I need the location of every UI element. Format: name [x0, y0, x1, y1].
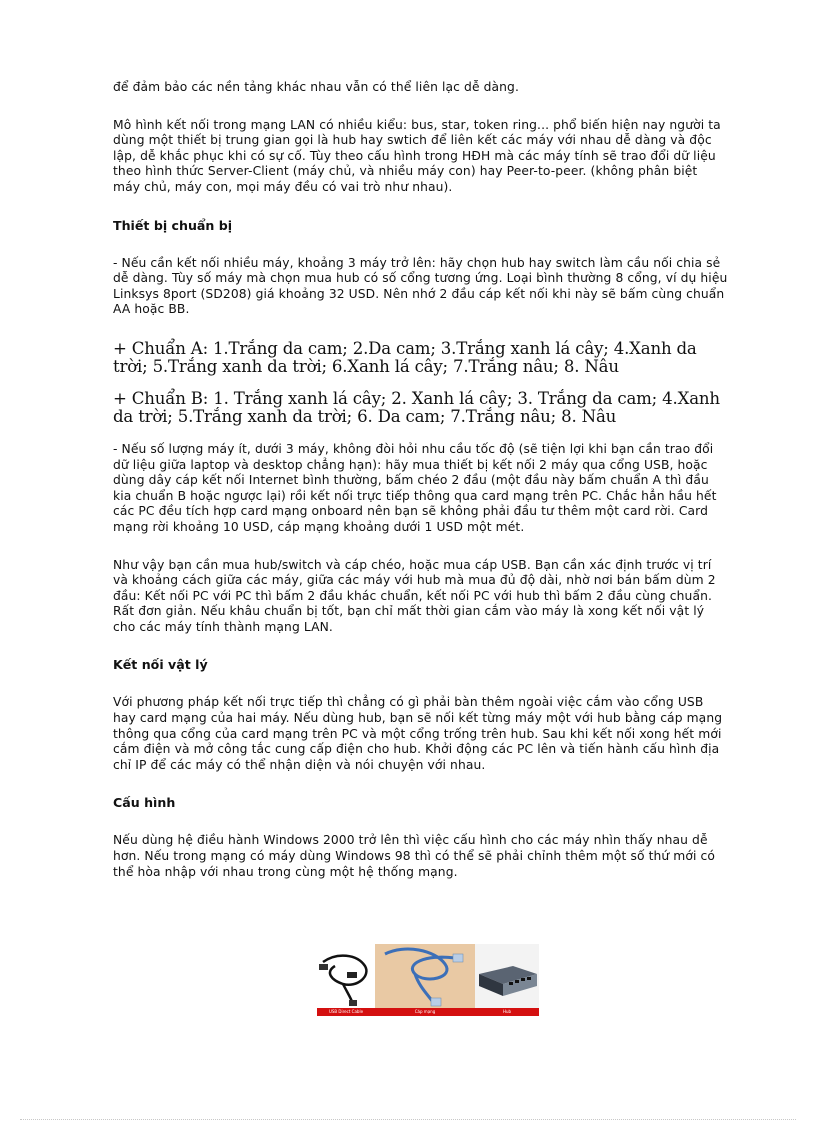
standard-a: + Chuẩn A: 1.Trắng da cam; 2.Da cam; 3.Trắng xanh lá cây; 4.Xanh da trời; 5.Trắng xanh da trời; 6.Xanh lá cây; 7.Trắng nâu; 8. Nâu — [113, 338, 697, 376]
paragraph-intro-end: để đảm bảo các nền tảng khác nhau vẫn có thể liên lạc dễ dàng. — [113, 80, 519, 94]
caption-hub: Hub — [475, 1008, 539, 1016]
caption-network-cable: Cáp mạng — [375, 1008, 475, 1016]
paragraph-physical: Với phương pháp kết nối trực tiếp thì chẳng có gì phải bàn thêm ngoài việc cắm vào cổng USB hay card mạng của hai máy. Nếu dùng hub, bạn sẽ nối kết từng máy một với hub bằng cáp mạng thông qua cổng của card mạng trên PC và một cổng trống trên hub. Sau khi kết nối xong hết mới cắm điện và mở công tắc cung cấp điện cho hub. Khởi động các PC lên và tiến hành cấu hình địa chỉ IP để các máy có thể nhận diện và nói chuyện với nhau. — [113, 695, 723, 772]
paragraph-few-machines: - Nếu số lượng máy ít, dưới 3 máy, không đòi hỏi nhu cầu tốc độ (sẽ tiện lợi khi bạn cần trao đổi dữ liệu giữa laptop và desktop chẳng hạn): hãy mua thiết bị kết nối 2 máy qua cổng USB, hoặc dùng dây cáp kết nối Internet bình thường, bấm chéo 2 đầu (một đầu này bấm chuẩn A thì đầu kia chuẩn B hoặc ngược lại) rồi kết nối trực tiếp thông qua card mạng trên PC. Chắc hẳn hầu hết các PC đều tích hợp card mạng onboard nên bạn sẽ không phải đầu tư thêm một card rời. Card mạng rời khoảng 10 USD, cáp mạng khoảng dưới 1 USD một mét. — [113, 441, 717, 534]
usb-cable-photo — [317, 944, 375, 1008]
caption-usb-cable: USB Direct Cable — [317, 1008, 375, 1016]
heading-equipment: Thiết bị chuẩn bị — [113, 217, 233, 233]
standard-b: + Chuẩn B: 1. Trắng xanh lá cây; 2. Xanh lá cây; 3. Trắng da cam; 4.Xanh da trời; 5.Trắng xanh da trời; 6. Da cam; 7.Trắng nâu; 8. Nâu — [113, 388, 720, 426]
paragraph-buying: Như vậy bạn cần mua hub/switch và cáp chéo, hoặc mua cáp USB. Bạn cần xác định trước vị trí và khoảng cách giữa các máy, giữa các máy với hub mà mua đủ độ dài, nhờ nơi bán bấm dùm 2 đầu: Kết nối PC với PC thì bấm 2 đầu khác chuẩn, kết nối PC với hub thì bấm 2 đầu cùng chuẩn. Rất đơn giản. Nếu khâu chuẩn bị tốt, bạn chỉ mất thời gian cắm vào máy là xong kết nối vật lý cho các máy tính thành mạng LAN. — [113, 557, 716, 634]
document-body — [113, 80, 728, 902]
heading-configuration: Cấu hình — [113, 795, 176, 811]
equipment-figure — [317, 944, 539, 1016]
page-bottom-divider — [20, 1119, 796, 1120]
hub-photo — [475, 944, 539, 1008]
paragraph-hub-switch: - Nếu cần kết nối nhiều máy, khoảng 3 máy trở lên: hãy chọn hub hay switch làm cầu nối chia sẻ dễ dàng. Tùy số máy mà chọn mua hub có số cổng tương ứng. Loại bình thường 8 cổng, ví dụ hiệu Linksys 8port (SD208) giá khoảng 32 USD. Nên nhớ 2 đầu cáp kết nối khi này sẽ bấm cùng chuẩn AA hoặc BB. — [113, 255, 728, 317]
paragraph-configuration: Nếu dùng hệ điều hành Windows 2000 trở lên thì việc cấu hình cho các máy nhìn thấy nhau dễ hơn. Nếu trong mạng có máy dùng Windows 98 thì có thể sẽ phải chỉnh thêm một số thứ mới có thể hòa nhập với nhau trong cùng một hệ thống mạng. — [113, 833, 716, 879]
paragraph-lan-models: Mô hình kết nối trong mạng LAN có nhiều kiểu: bus, star, token ring... phổ biến hiện nay người ta dùng một thiết bị trung gian gọi là hub hay swtich để liên kết các máy với nhau dễ dàng và độc lập, dễ khắc phục khi có sự cố. Tùy theo cấu hình trong HĐH mà các máy tính sẽ trao đổi dữ liệu theo hình thức Server-Client (máy chủ, và nhiều máy con) hay Peer-to-peer. (không phân biệt máy chủ, máy con, mọi máy đều có vai trò như nhau). — [113, 117, 721, 194]
network-cable-photo — [375, 944, 475, 1008]
heading-physical-connection: Kết nối vật lý — [113, 657, 208, 673]
